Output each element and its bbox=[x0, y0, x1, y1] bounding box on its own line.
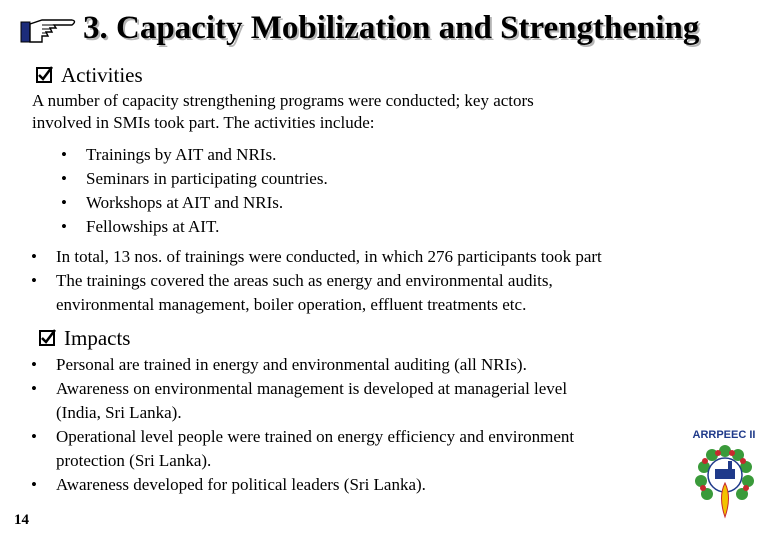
list-item-continuation: (India, Sri Lanka). bbox=[56, 403, 182, 422]
impacts-heading: Impacts bbox=[64, 326, 131, 350]
list-item: • Operational level people were trained on energy efficiency and environment bbox=[31, 427, 575, 446]
checkbox-icon bbox=[36, 66, 54, 84]
list-item: • In total, 13 nos. of trainings were conducted, in which 276 participants took part bbox=[31, 247, 602, 266]
list-item-continuation: protection (Sri Lanka). bbox=[56, 451, 212, 470]
list-item: • Workshops at AIT and NRIs. bbox=[61, 193, 284, 212]
impacts-points bbox=[31, 353, 574, 497]
page-title: 3. Capacity Mobilization and Strengthening bbox=[83, 10, 700, 46]
list-item-continuation: environmental management, boiler operation, effluent treatments etc. bbox=[56, 295, 527, 314]
pointing-hand-icon bbox=[20, 16, 78, 46]
activities-points bbox=[31, 245, 602, 317]
list-item: • The trainings covered the areas such as energy and environmental audits, bbox=[31, 271, 553, 290]
list-item: • Awareness developed for political leaders (Sri Lanka). bbox=[31, 475, 426, 494]
logo-text: ARRPEEC II bbox=[692, 429, 756, 441]
page-number: 14 bbox=[14, 512, 29, 528]
list-item: • Seminars in participating countries. bbox=[61, 169, 328, 188]
activities-intro bbox=[32, 90, 672, 134]
intro-line-2: involved in SMIs took part. The activities include: bbox=[32, 113, 375, 132]
list-item: • Trainings by AIT and NRIs. bbox=[61, 145, 277, 164]
arrpeec-logo-icon bbox=[668, 425, 776, 525]
activities-heading: Activities bbox=[61, 63, 143, 87]
activities-sub-list bbox=[61, 143, 328, 239]
intro-line-1: A number of capacity strengthening programs were conducted; key actors bbox=[32, 91, 534, 110]
list-item: • Awareness on environmental management is developed at managerial level bbox=[31, 379, 568, 398]
list-item: • Fellowships at AIT. bbox=[61, 217, 220, 236]
checkbox-icon bbox=[39, 329, 57, 347]
list-item: • Personal are trained in energy and environmental auditing (all NRIs). bbox=[31, 355, 527, 374]
